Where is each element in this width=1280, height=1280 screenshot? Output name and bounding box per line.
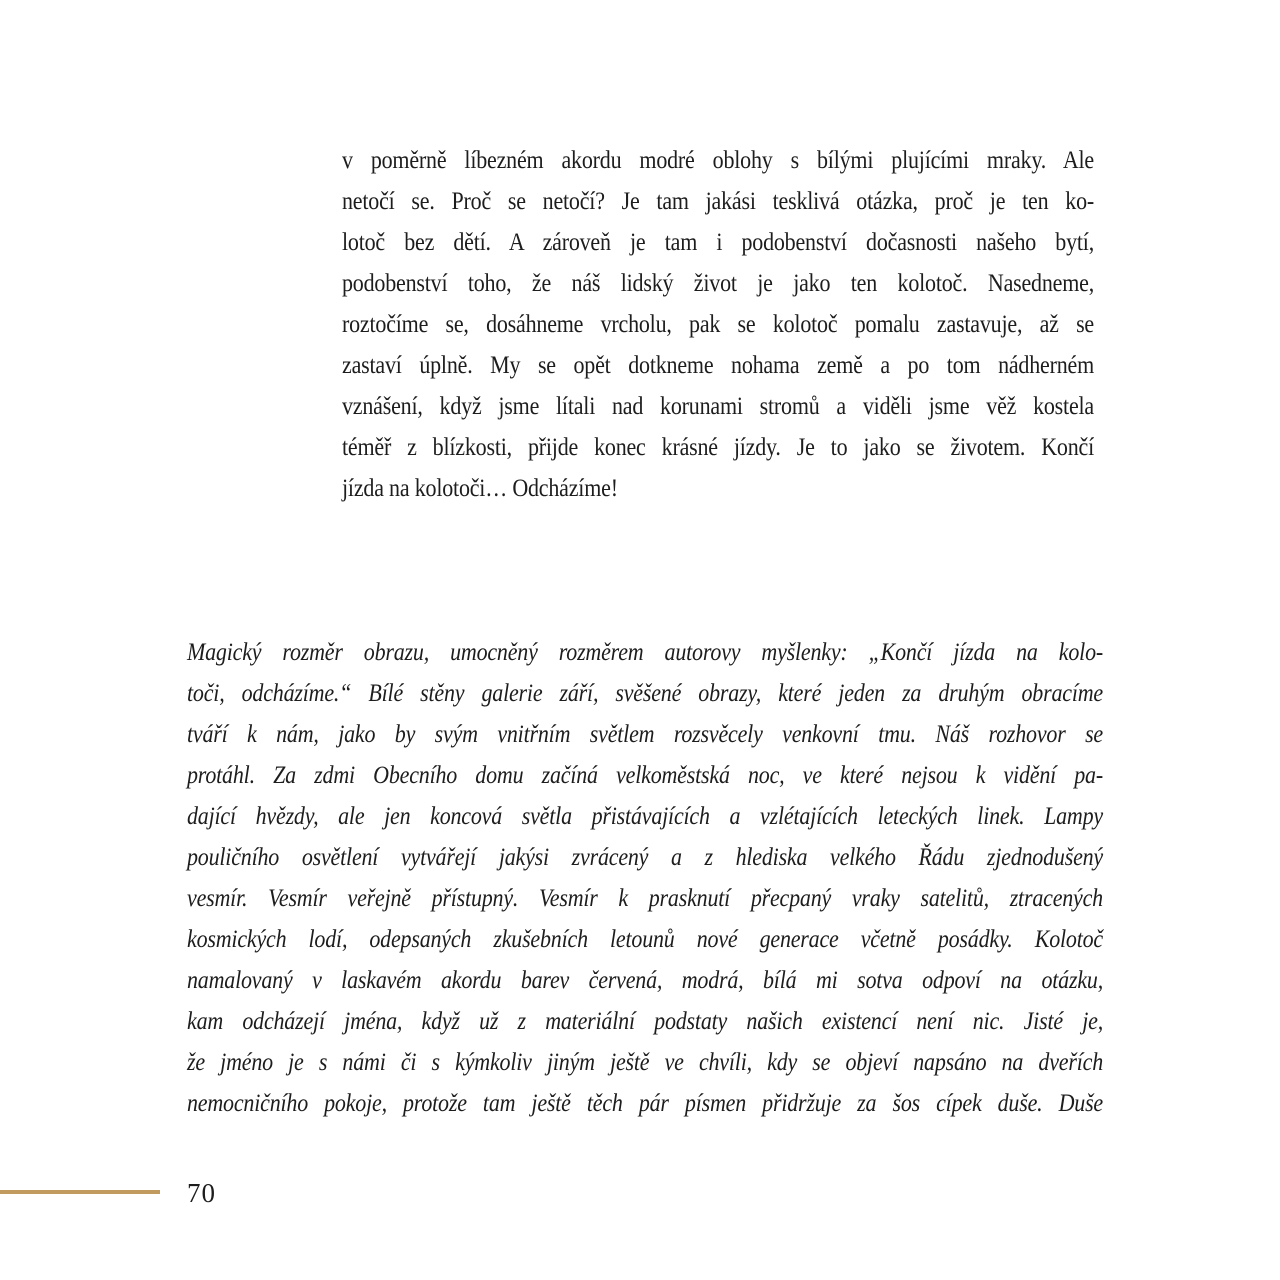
- text-line: kosmických lodí, odepsaných zkušebních letounů nové generace včetně posádky. Kolotoč: [187, 924, 1103, 953]
- text-line: roztočíme se, dosáhneme vrcholu, pak se kolotoč pomalu zastavuje, až se: [342, 309, 1094, 338]
- text-line: kam odcházejí jména, když už z materiální podstaty našich existencí není nic. Jisté je,: [187, 1006, 1103, 1035]
- text-line: téměř z blízkosti, přijde konec krásné jízdy. Je to jako se životem. Končí: [342, 432, 1094, 461]
- footer-rule: [0, 1190, 160, 1194]
- text-line: jízda na kolotoči… Odcházíme!: [342, 473, 618, 502]
- text-line: že jméno je s námi či s kýmkoliv jiným ještě ve chvíli, kdy se objeví napsáno na dveřích: [187, 1047, 1103, 1076]
- text-line: netočí se. Proč se netočí? Je tam jakási tesklivá otázka, proč je ten ko-: [342, 186, 1094, 215]
- main-paragraph: [342, 139, 1094, 508]
- page-number: 70: [187, 1178, 216, 1208]
- text-line: tváří k nám, jako by svým vnitřním světlem rozsvěcely venkovní tmu. Náš rozhovor se: [187, 719, 1103, 748]
- text-line: nemocničního pokoje, protože tam ještě těch pár písmen přidržuje za šos cípek duše. Duše: [187, 1088, 1103, 1117]
- text-line: Magický rozměr obrazu, umocněný rozměrem autorovy myšlenky: „Končí jízda na kolo-: [187, 637, 1103, 666]
- text-line: vesmír. Vesmír veřejně přístupný. Vesmír k prasknutí přecpaný vraky satelitů, ztracených: [187, 883, 1103, 912]
- text-line: vznášení, když jsme lítali nad korunami stromů a viděli jsme věž kostela: [342, 391, 1094, 420]
- text-line: namalovaný v laskavém akordu barev červená, modrá, bílá mi sotva odpoví na otázku,: [187, 965, 1103, 994]
- commentary-paragraph: [187, 631, 1103, 1123]
- text-line: protáhl. Za zdmi Obecního domu začíná velkoměstská noc, ve které nejsou k vidění pa-: [187, 760, 1103, 789]
- text-line: toči, odcházíme.“ Bílé stěny galerie září, svěšené obrazy, které jeden za druhým obracíme: [187, 678, 1103, 707]
- text-line: pouličního osvětlení vytvářejí jakýsi zvrácený a z hlediska velkého Řádu zjednodušený: [187, 842, 1103, 871]
- text-line: lotoč bez dětí. A zároveň je tam i podobenství dočasnosti našeho bytí,: [342, 227, 1094, 256]
- text-line: dající hvězdy, ale jen koncová světla přistávajících a vzlétajících leteckých linek. Lampy: [187, 801, 1103, 830]
- text-line: v poměrně líbezném akordu modré oblohy s bílými plujícími mraky. Ale: [342, 145, 1094, 174]
- text-line: zastaví úplně. My se opět dotkneme nohama země a po tom nádherném: [342, 350, 1094, 379]
- text-line: podobenství toho, že náš lidský život je jako ten kolotoč. Nasedneme,: [342, 268, 1094, 297]
